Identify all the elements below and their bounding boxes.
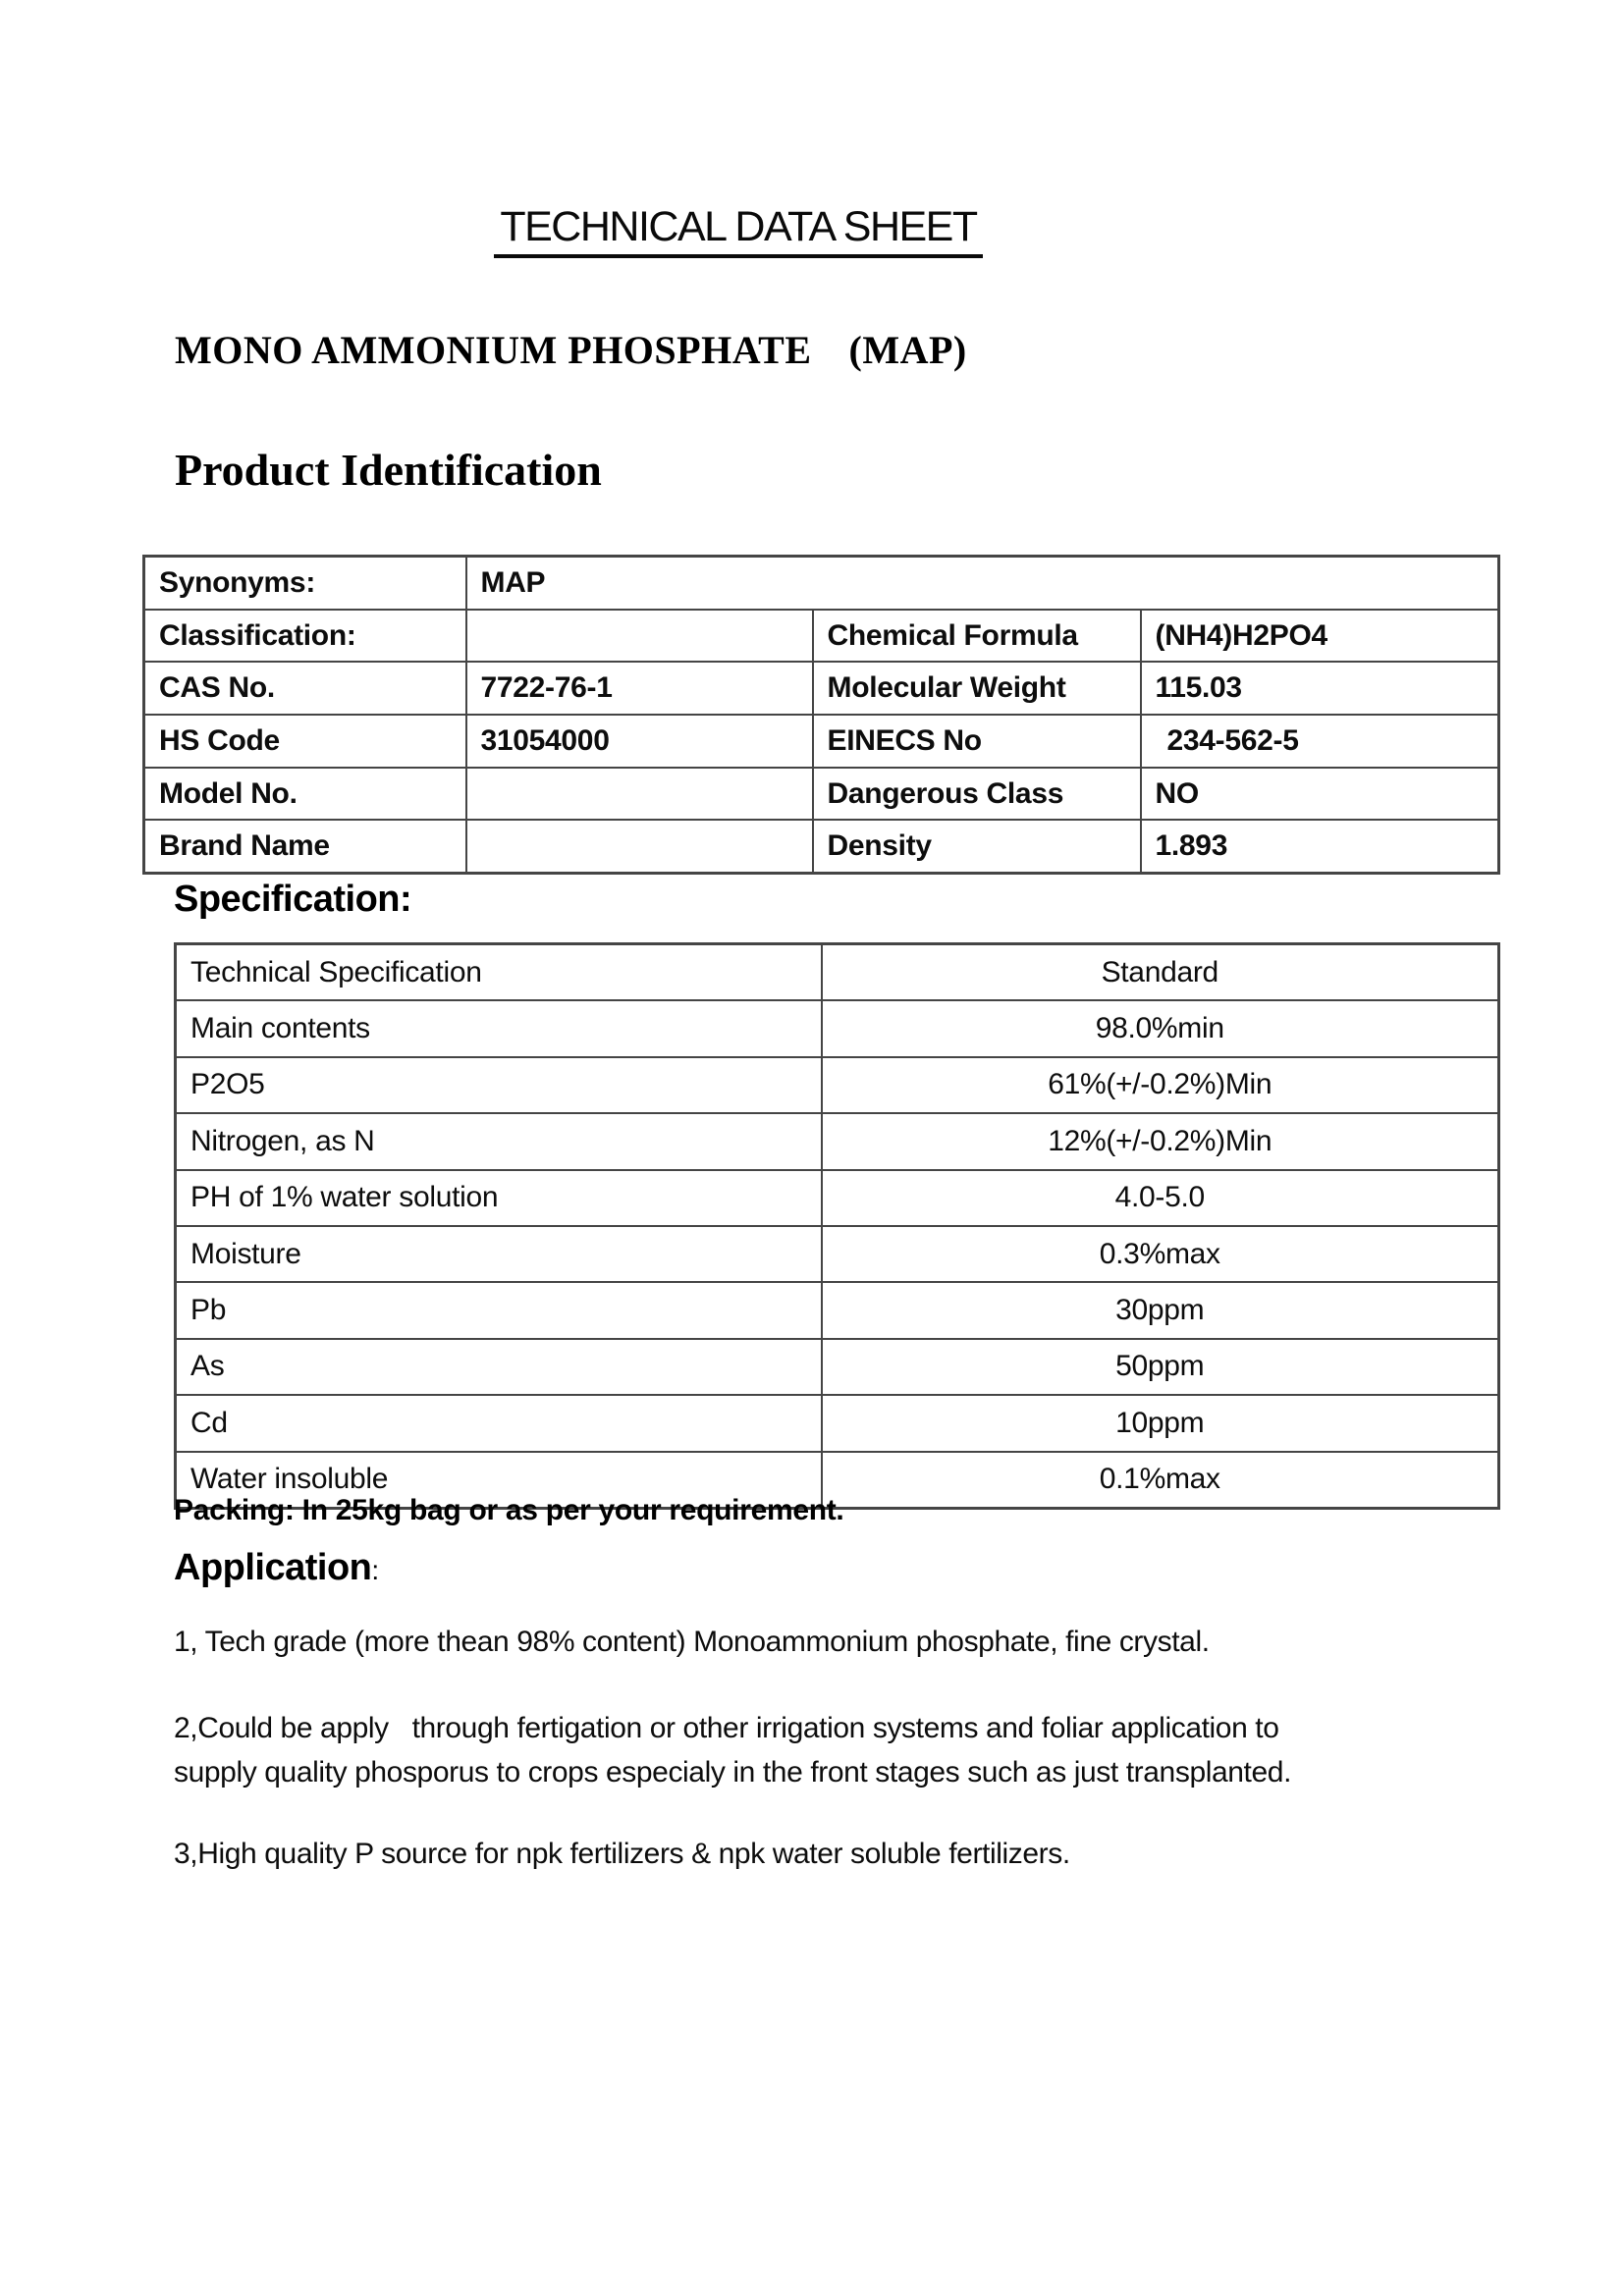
- cell-label: Moisture: [176, 1226, 822, 1282]
- cell-value: 61%(+/-0.2%)Min: [822, 1057, 1499, 1113]
- application-item: [174, 1706, 1568, 1794]
- product-name: MONO AMMONIUM PHOSPHATE: [175, 328, 812, 372]
- table-row: [176, 944, 1499, 1001]
- cell-label: Nitrogen, as N: [176, 1113, 822, 1169]
- table-row: [144, 715, 1499, 768]
- cell-label: Density: [813, 820, 1141, 873]
- table-row: [144, 610, 1499, 663]
- cell-label: Classification:: [144, 610, 466, 663]
- cell-label: Chemical Formula: [813, 610, 1141, 663]
- cell-value: [466, 820, 813, 873]
- cell-label: PH of 1% water solution: [176, 1170, 822, 1226]
- cell-value: NO: [1141, 768, 1499, 821]
- paragraph-line: supply quality phosporus to crops especialy in the front stages such as just transplanted.: [174, 1756, 1291, 1789]
- application-heading-colon: :: [371, 1555, 379, 1585]
- cell-value: 234-562-5: [1141, 715, 1499, 768]
- cell-value: [466, 768, 813, 821]
- product-abbreviation: (MAP): [848, 328, 967, 372]
- cell-value: 0.1%max: [822, 1452, 1499, 1509]
- cell-value: MAP: [466, 557, 1499, 610]
- cell-value: 12%(+/-0.2%)Min: [822, 1113, 1499, 1169]
- cell-label: Molecular Weight: [813, 662, 1141, 715]
- cell-label: EINECS No: [813, 715, 1141, 768]
- cell-value: 7722-76-1: [466, 662, 813, 715]
- table-row: [176, 1339, 1499, 1395]
- packing-note: Packing: In 25kg bag or as per your requirement.: [174, 1494, 844, 1526]
- cell-value: 4.0-5.0: [822, 1170, 1499, 1226]
- cell-value: 115.03: [1141, 662, 1499, 715]
- paragraph-line: 2,Could be apply through fertigation or other irrigation systems and foliar application to: [174, 1712, 1279, 1744]
- table-row: [176, 1170, 1499, 1226]
- application-item: [174, 1620, 1568, 1664]
- section-heading-identification: Product Identification: [175, 445, 602, 495]
- section-heading-application: [174, 1547, 379, 1589]
- cell-value: 1.893: [1141, 820, 1499, 873]
- document-title: TECHNICAL DATA SHEET: [494, 204, 982, 258]
- table-row: [176, 1057, 1499, 1113]
- cell-label: Cd: [176, 1395, 822, 1451]
- table-row: [144, 557, 1499, 610]
- cell-value: 31054000: [466, 715, 813, 768]
- cell-label: Dangerous Class: [813, 768, 1141, 821]
- cell-label: P2O5: [176, 1057, 822, 1113]
- cell-value: [466, 610, 813, 663]
- cell-label: CAS No.: [144, 662, 466, 715]
- cell-label: As: [176, 1339, 822, 1395]
- section-heading-specification: Specification:: [174, 879, 412, 920]
- table-row: [176, 1113, 1499, 1169]
- identification-table: [142, 555, 1500, 875]
- cell-value: 98.0%min: [822, 1000, 1499, 1056]
- cell-label: Brand Name: [144, 820, 466, 873]
- cell-label: Model No.: [144, 768, 466, 821]
- cell-value: Standard: [822, 944, 1499, 1001]
- product-subtitle: [175, 327, 967, 373]
- document-title-wrap: [0, 204, 1477, 258]
- cell-label: HS Code: [144, 715, 466, 768]
- paragraph-line: 3,High quality P source for npk fertilizers & npk water soluble fertilizers.: [174, 1838, 1070, 1870]
- table-row: [176, 1226, 1499, 1282]
- application-heading-text: Application: [174, 1547, 372, 1588]
- table-row: [144, 768, 1499, 821]
- table-row: [176, 1282, 1499, 1338]
- paragraph-line: 1, Tech grade (more thean 98% content) Monoammonium phosphate, fine crystal.: [174, 1626, 1210, 1658]
- table-row: [176, 1395, 1499, 1451]
- cell-label: Main contents: [176, 1000, 822, 1056]
- cell-value: 50ppm: [822, 1339, 1499, 1395]
- cell-value: 10ppm: [822, 1395, 1499, 1451]
- cell-label: Pb: [176, 1282, 822, 1338]
- cell-value: 0.3%max: [822, 1226, 1499, 1282]
- cell-label: Technical Specification: [176, 944, 822, 1001]
- table-row: [176, 1000, 1499, 1056]
- specification-table: [174, 942, 1500, 1510]
- table-row: [144, 662, 1499, 715]
- application-item: [174, 1832, 1568, 1876]
- cell-value: 30ppm: [822, 1282, 1499, 1338]
- cell-label: Water insoluble: [176, 1452, 822, 1509]
- table-row: [144, 820, 1499, 873]
- cell-label: Synonyms:: [144, 557, 466, 610]
- cell-value: (NH4)H2PO4: [1141, 610, 1499, 663]
